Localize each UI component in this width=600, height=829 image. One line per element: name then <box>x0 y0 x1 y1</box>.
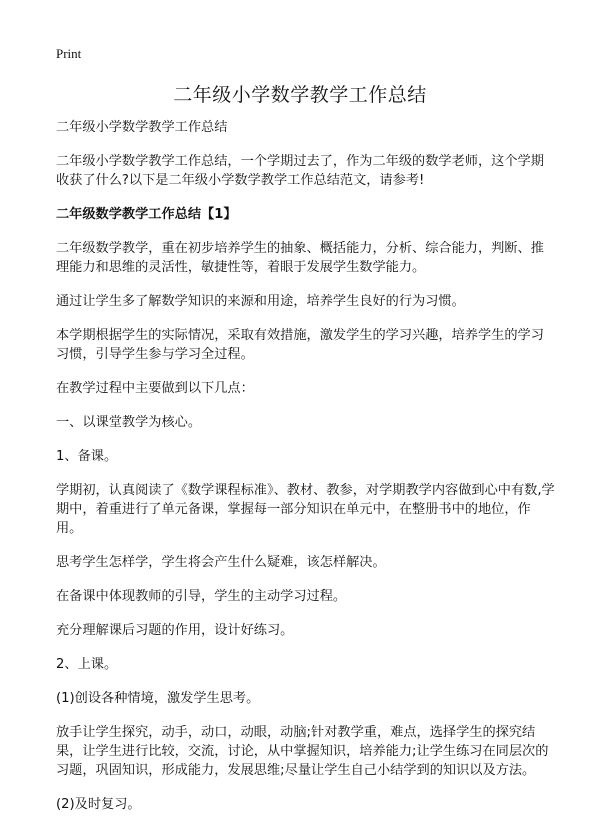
body-paragraph: 在备课中体现教师的引导，学生的主动学习过程。 <box>56 589 347 604</box>
print-link[interactable]: Print <box>56 46 82 61</box>
intro-paragraph: 二年级小学数学教学工作总结，一个学期过去了，作为二年级的数学老师，这个学期收获了什么?以下是二年级小学数学教学工作总结范文，请参考! <box>56 154 544 188</box>
body-paragraph: 本学期根据学生的实际情况，采取有效措施，激发学生的学习兴趣，培养学生的学习习惯，引导学生参与学习全过程。 <box>56 328 544 362</box>
body-paragraph: 思考学生怎样学，学生将会产生什么疑难，该怎样解决。 <box>56 555 386 570</box>
document-title: 二年级小学数学教学工作总结 <box>173 84 427 106</box>
list-heading: 一、以课堂教学为核心。 <box>56 415 202 430</box>
document-body <box>56 118 556 829</box>
list-item: (2)及时复习。 <box>56 797 141 812</box>
subtitle-paragraph: 二年级小学数学教学工作总结 <box>56 120 228 135</box>
body-paragraph: 充分理解课后习题的作用，设计好练习。 <box>56 623 294 638</box>
list-item: (1)创设各种情境，激发学生思考。 <box>56 691 260 706</box>
list-subheading: 1、备课。 <box>56 449 118 464</box>
list-subheading: 2、上课。 <box>56 657 118 672</box>
body-paragraph: 放手让学生探究，动手，动口，动眼，动脑;针对教学重，难点，选择学生的探究结果，让学生进行比较，交流，讨论，从中掌握知识，培养能力;让学生练习在同层次的习题，巩固知识，形成能力，发展思维;尽量让学生自己小结学到的知识以及方法。 <box>56 725 549 778</box>
body-paragraph: 学期初，认真阅读了《数学课程标准》、教材、教参，对学期教学内容做到心中有数,学期中，着重进行了单元备课，掌握每一部分知识在单元中，在整册书中的地位，作用。 <box>56 483 555 536</box>
section-heading: 二年级数学教学工作总结【1】 <box>56 207 237 222</box>
body-paragraph: 通过让学生多了解数学知识的来源和用途，培养学生良好的行为习惯。 <box>56 294 465 309</box>
body-paragraph: 二年级数学教学，重在初步培养学生的抽象、概括能力，分析、综合能力，判断、推理能力和思维的灵活性，敏捷性等，着眼于发展学生数学能力。 <box>56 241 544 275</box>
body-paragraph: 在教学过程中主要做到以下几点： <box>56 381 254 396</box>
